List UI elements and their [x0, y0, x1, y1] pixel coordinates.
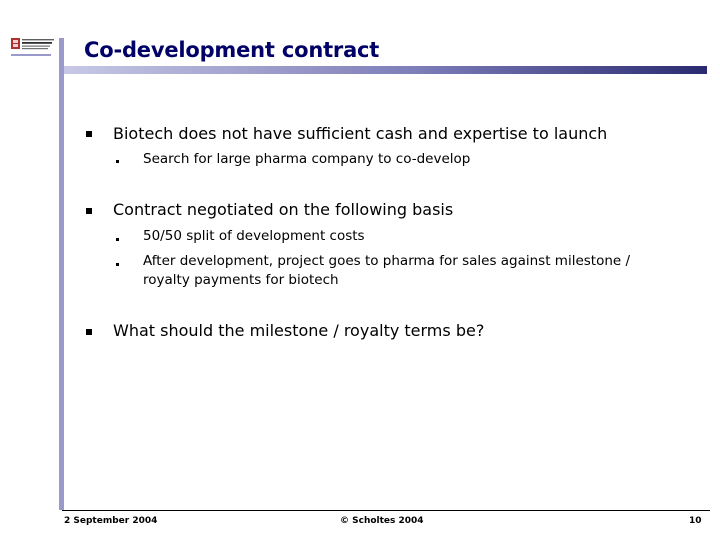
sub-bullet-text: After development, project goes to pharma for sales against milestone / royalty payments for biotech: [143, 253, 631, 288]
bullet-text: Contract negotiated on the following basis: [113, 200, 454, 219]
square-bullet-icon: [86, 131, 92, 137]
footer-divider: [62, 510, 710, 511]
small-bullet-icon: [116, 263, 119, 266]
square-bullet-icon: [86, 329, 92, 335]
footer-date: 2 September 2004: [64, 516, 158, 526]
bullet-text: Biotech does not have sufficient cash and expertise to launch: [113, 124, 608, 143]
square-bullet-icon: [86, 208, 92, 214]
small-bullet-icon: [116, 238, 119, 241]
small-bullet-icon: [116, 160, 119, 163]
sub-bullet-text: Search for large pharma company to co-develop: [143, 151, 471, 167]
bullet-text: What should the milestone / royalty terms be?: [113, 321, 485, 340]
sub-bullet-text: 50/50 split of development costs: [143, 228, 365, 244]
slide-title: Co-development contract: [84, 38, 380, 62]
footer-page-number: 10: [689, 516, 702, 526]
footer-copyright: © Scholtes 2004: [340, 516, 424, 526]
